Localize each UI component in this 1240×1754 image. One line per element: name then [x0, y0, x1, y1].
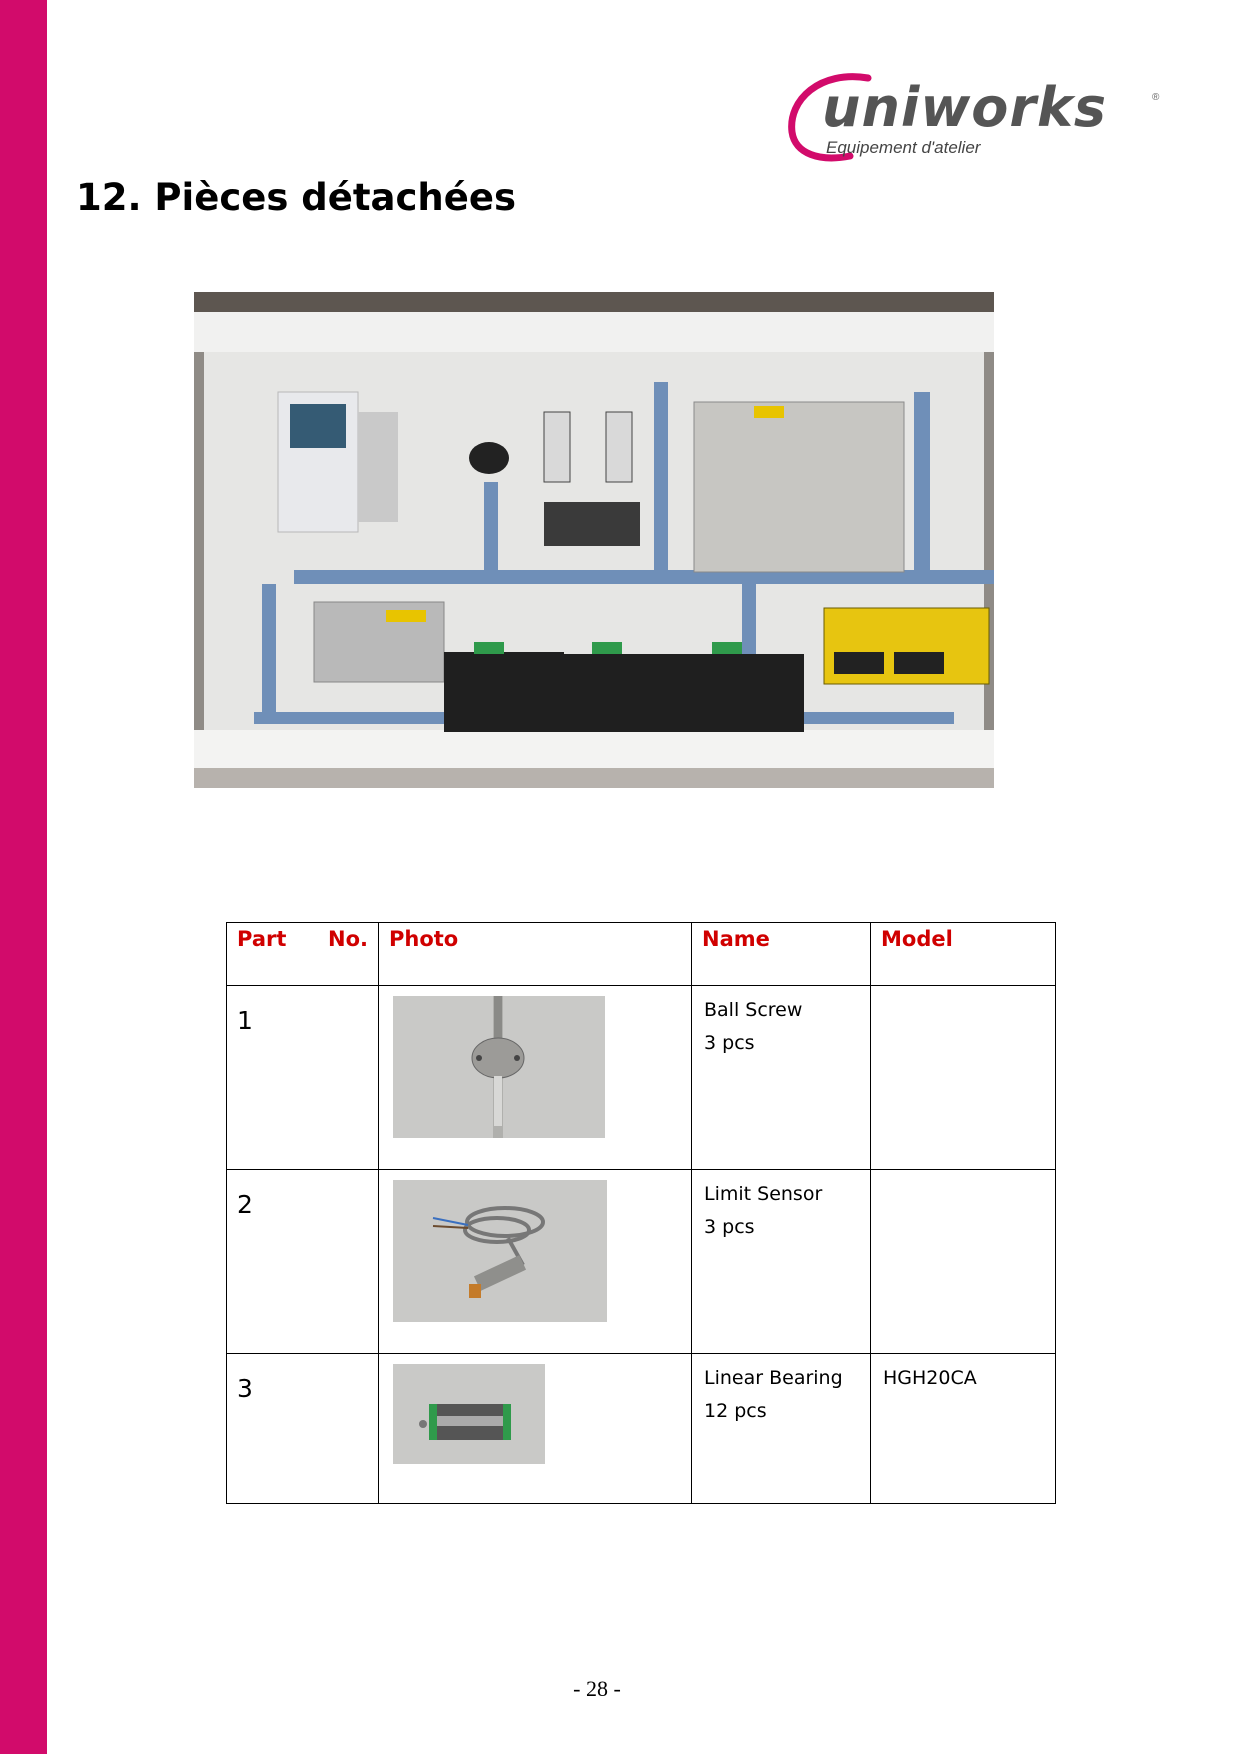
part-quantity: 3 pcs: [704, 1032, 755, 1054]
header-part-label: Part: [237, 927, 287, 951]
page-number: - 28 -: [573, 1676, 621, 1701]
limit-sensor-photo: [393, 1180, 607, 1322]
logo-wordmark: uniworks: [822, 76, 1108, 139]
photo-cell: [379, 986, 692, 1170]
table-header-row: [227, 923, 1056, 986]
part-model: [871, 1170, 1056, 1354]
column-header-name: Name: [692, 923, 871, 986]
part-number: 3: [227, 1354, 379, 1504]
part-number: 2: [227, 1170, 379, 1354]
electrical-cabinet-photo: [194, 292, 994, 788]
part-model: [871, 986, 1056, 1170]
ball-screw-photo: [393, 996, 605, 1138]
part-name: Ball Screw: [704, 999, 803, 1021]
part-quantity: 12 pcs: [704, 1400, 767, 1422]
logo-tagline: Equipement d'atelier: [826, 138, 981, 157]
table-row: [227, 986, 1056, 1170]
column-header-part-no: [227, 923, 379, 986]
name-cell: [692, 1354, 871, 1504]
column-header-photo: Photo: [379, 923, 692, 986]
page-title: 12. Pièces détachées: [76, 176, 516, 219]
uniworks-logo: [780, 70, 1170, 170]
name-cell: [692, 1170, 871, 1354]
column-header-model: Model: [871, 923, 1056, 986]
table-row: [227, 1354, 1056, 1504]
side-accent-bar: [0, 0, 47, 1754]
part-model: HGH20CA: [871, 1354, 1056, 1504]
part-name: Limit Sensor: [704, 1183, 823, 1205]
part-quantity: 3 pcs: [704, 1216, 755, 1238]
photo-cell: [379, 1170, 692, 1354]
part-number: 1: [227, 986, 379, 1170]
photo-cell: [379, 1354, 692, 1504]
parts-table: [226, 922, 1056, 1504]
linear-bearing-photo: [393, 1364, 545, 1464]
name-cell: [692, 986, 871, 1170]
logo-registered-mark: ®: [1152, 92, 1160, 103]
header-no-label: No.: [328, 927, 368, 951]
table-row: [227, 1170, 1056, 1354]
part-name: Linear Bearing: [704, 1367, 843, 1389]
